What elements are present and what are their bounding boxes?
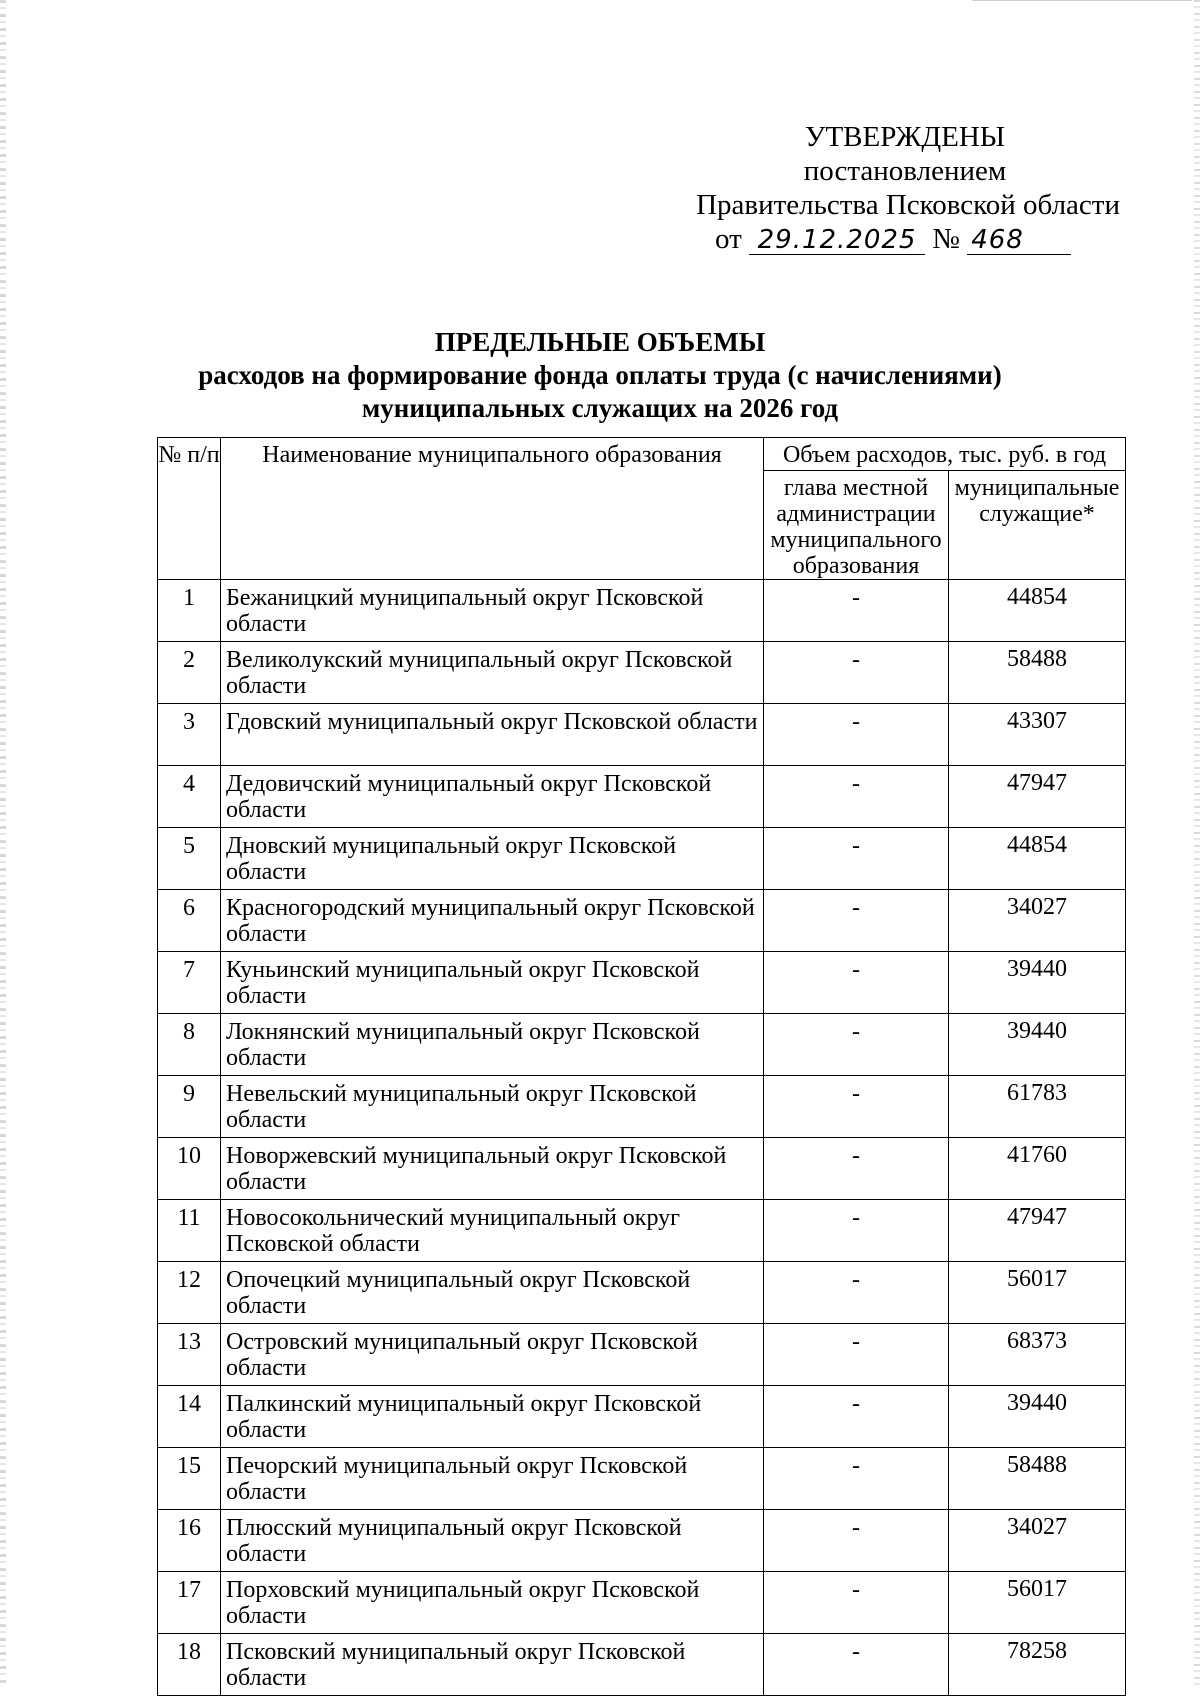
head-admin-value: - [764,1262,949,1324]
row-number: 5 [158,828,221,890]
head-admin-value: - [764,1386,949,1448]
row-number: 14 [158,1386,221,1448]
row-number: 12 [158,1262,221,1324]
head-admin-value: - [764,1014,949,1076]
head-admin-value: - [764,1076,949,1138]
scan-edge-left [0,0,6,1686]
municipality-name: Псковский муниципальный округ Псковской области [221,1634,764,1696]
table-row [158,642,1126,704]
header-num: № п/п [158,438,221,580]
head-admin-value: - [764,828,949,890]
row-number: 17 [158,1572,221,1634]
header-employees: муниципальные служащие* [949,471,1126,580]
municipality-name: Невельский муниципальный округ Псковской области [221,1076,764,1138]
approval-heading: УТВЕРЖДЕНЫ [804,121,1006,153]
row-number: 3 [158,704,221,766]
employees-value: 58488 [949,1448,1126,1510]
employees-value: 44854 [949,580,1126,642]
table-row [158,766,1126,828]
approval-date-line [715,222,1120,256]
head-admin-value: - [764,1138,949,1200]
head-admin-value: - [764,1200,949,1262]
table-row [158,704,1126,766]
municipality-name: Куньинский муниципальный округ Псковской области [221,952,764,1014]
table-row [158,1386,1126,1448]
employees-value: 34027 [949,890,1126,952]
table-row [158,1572,1126,1634]
municipality-name: Новосокольнический муниципальный округ Псковской области [221,1200,764,1262]
municipality-name: Красногородский муниципальный округ Псковской области [221,890,764,952]
municipality-name: Бежаницкий муниципальный округ Псковской области [221,580,764,642]
table-row [158,1014,1126,1076]
table-row [158,1324,1126,1386]
header-head-admin: глава местной администрации муниципального образования [764,471,949,580]
row-number: 11 [158,1200,221,1262]
employees-value: 43307 [949,704,1126,766]
municipality-name: Островский муниципальный округ Псковской области [221,1324,764,1386]
row-number: 15 [158,1448,221,1510]
title-line-1: ПРЕДЕЛЬНЫЕ ОБЪЕМЫ [434,327,766,357]
scan-edge-right [1194,0,1200,1686]
employees-value: 68373 [949,1324,1126,1386]
head-admin-value: - [764,890,949,952]
table-row [158,890,1126,952]
header-name: Наименование муниципального образования [221,438,764,580]
approval-authority: Правительства Псковской области [696,189,1120,221]
scan-top-line [972,0,1192,1]
table-row [158,1138,1126,1200]
employees-value: 78258 [949,1634,1126,1696]
row-number: 1 [158,580,221,642]
employees-value: 61783 [949,1076,1126,1138]
head-admin-value: - [764,952,949,1014]
municipality-name: Гдовский муниципальный округ Псковской области [221,704,764,766]
municipality-name: Порховский муниципальный округ Псковской области [221,1572,764,1634]
document-title [150,326,1050,425]
municipality-name: Локнянский муниципальный округ Псковской области [221,1014,764,1076]
row-number: 2 [158,642,221,704]
municipality-name: Печорский муниципальный округ Псковской области [221,1448,764,1510]
head-admin-value: - [764,1448,949,1510]
row-number: 13 [158,1324,221,1386]
head-admin-value: - [764,1324,949,1386]
municipality-name: Дедовичский муниципальный округ Псковской области [221,766,764,828]
table-row [158,1448,1126,1510]
employees-value: 39440 [949,952,1126,1014]
date-prefix: от [715,223,742,255]
municipality-name: Палкинский муниципальный округ Псковской области [221,1386,764,1448]
municipality-name: Плюсский муниципальный округ Псковской области [221,1510,764,1572]
municipality-name: Опочецкий муниципальный округ Псковской области [221,1262,764,1324]
head-admin-value: - [764,642,949,704]
employees-value: 39440 [949,1014,1126,1076]
employees-value: 34027 [949,1510,1126,1572]
table-row [158,1634,1126,1696]
row-number: 7 [158,952,221,1014]
row-number: 18 [158,1634,221,1696]
row-number: 8 [158,1014,221,1076]
head-admin-value: - [764,1510,949,1572]
handwritten-number: 468 [967,226,1071,255]
employees-value: 41760 [949,1138,1126,1200]
header-expenditure-group: Объем расходов, тыс. руб. в год [764,438,1126,471]
municipality-name: Великолукский муниципальный округ Псковской области [221,642,764,704]
employees-value: 56017 [949,1262,1126,1324]
row-number: 9 [158,1076,221,1138]
head-admin-value: - [764,766,949,828]
title-line-3: муниципальных служащих на 2026 год [361,393,839,423]
table-row [158,1200,1126,1262]
employees-value: 47947 [949,766,1126,828]
table-row [158,828,1126,890]
head-admin-value: - [764,1634,949,1696]
municipality-name: Новоржевский муниципальный округ Псковской области [221,1138,764,1200]
municipality-name: Дновский муниципальный округ Псковской области [221,828,764,890]
row-number: 16 [158,1510,221,1572]
head-admin-value: - [764,1572,949,1634]
expenditure-limits-table [157,437,1126,1696]
employees-value: 58488 [949,642,1126,704]
employees-value: 39440 [949,1386,1126,1448]
head-admin-value: - [764,704,949,766]
employees-value: 47947 [949,1200,1126,1262]
table-row [158,1076,1126,1138]
row-number: 6 [158,890,221,952]
table-row [158,1510,1126,1572]
employees-value: 44854 [949,828,1126,890]
approval-basis: постановлением [803,155,1007,187]
table-row [158,580,1126,642]
handwritten-date: 29.12.2025 [749,226,925,255]
row-number: 4 [158,766,221,828]
approval-block [600,120,1120,256]
title-line-2: расходов на формирование фонда оплаты труда (с начислениями) [198,360,1002,390]
row-number: 10 [158,1138,221,1200]
employees-value: 56017 [949,1572,1126,1634]
head-admin-value: - [764,580,949,642]
number-prefix: № [932,223,960,255]
table-row [158,952,1126,1014]
table-row [158,1262,1126,1324]
